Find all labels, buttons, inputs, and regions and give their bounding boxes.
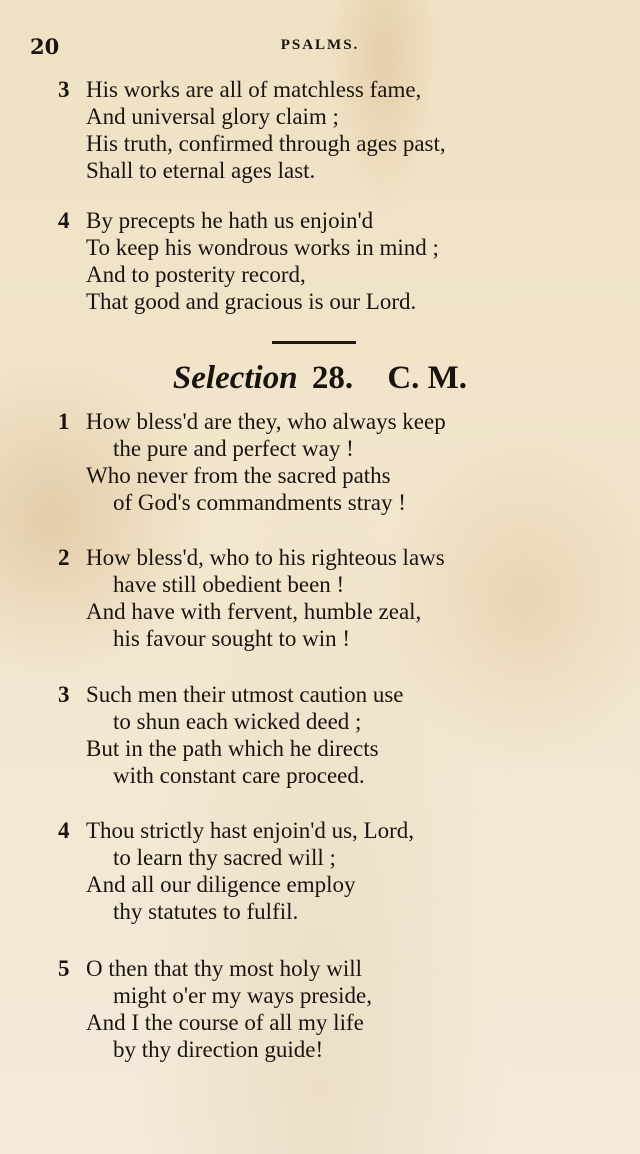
- stanza-line: To keep his wondrous works in mind ;: [86, 235, 439, 260]
- stanza-line: And all our diligence employ: [86, 872, 356, 897]
- stanza-prev-4: [58, 207, 439, 315]
- stanza-2: [58, 544, 445, 652]
- selection-word: Selection: [172, 360, 298, 396]
- stanza-line: His truth, confirmed through ages past,: [86, 131, 446, 156]
- stanza-line: have still obedient been !: [113, 572, 345, 597]
- stanza-line: by thy direction guide!: [113, 1037, 324, 1062]
- stanza-line: How bless'd are they, who always keep: [86, 409, 446, 434]
- stanza-line: And have with fervent, humble zeal,: [86, 599, 422, 624]
- stanza-line: to learn thy sacred will ;: [113, 845, 336, 870]
- stanza-number: 1: [58, 409, 70, 434]
- page-header: [30, 34, 590, 58]
- selection-meter: C. M.: [387, 360, 468, 396]
- stanza-5: [58, 955, 372, 1063]
- stanza-line: with constant care proceed.: [113, 763, 365, 788]
- stanza-line: his favour sought to win !: [113, 626, 351, 651]
- stanza-line: And universal glory claim ;: [86, 104, 339, 129]
- stanza-1: [58, 408, 446, 516]
- stanza-line: Thou strictly hast enjoin'd us, Lord,: [86, 818, 415, 843]
- stanza-line: By precepts he hath us enjoin'd: [86, 208, 374, 233]
- stanza-line: might o'er my ways preside,: [113, 983, 373, 1008]
- stanza-4: [58, 817, 414, 925]
- stanza-line: Shall to eternal ages last.: [86, 158, 316, 183]
- stanza-line: thy statutes to fulfil.: [113, 899, 299, 924]
- stanza-line: Who never from the sacred paths: [86, 463, 391, 488]
- stanza-number: 4: [58, 208, 70, 233]
- stanza-line: His works are all of matchless fame,: [86, 77, 422, 102]
- stanza-line: O then that thy most holy will: [86, 956, 362, 981]
- stanza-line: of God's commandments stray !: [113, 490, 406, 515]
- stanza-number: 3: [58, 682, 70, 707]
- stanza-number: 3: [58, 77, 70, 102]
- stanza-number: 4: [58, 818, 70, 843]
- selection-heading: [0, 358, 640, 398]
- stanza-number: 2: [58, 545, 70, 570]
- stanza-line: to shun each wicked deed ;: [113, 709, 362, 734]
- selection-number: 28.: [311, 360, 354, 396]
- stanza-line: That good and gracious is our Lord.: [86, 289, 417, 314]
- section-divider: [272, 341, 356, 344]
- stanza-line: Such men their utmost caution use: [86, 682, 404, 707]
- stanza-line: How bless'd, who to his righteous laws: [86, 545, 445, 570]
- stanza-line: And to posterity record,: [86, 262, 306, 287]
- stanza-prev-3: [58, 76, 446, 184]
- stanza-line: But in the path which he directs: [86, 736, 379, 761]
- stanza-line: And I the course of all my life: [86, 1010, 364, 1035]
- stanza-line: the pure and perfect way !: [113, 436, 354, 461]
- page-number: 20: [30, 34, 60, 59]
- stanza-3: [58, 681, 403, 789]
- stanza-number: 5: [58, 956, 70, 981]
- running-head: PSALMS.: [280, 37, 360, 53]
